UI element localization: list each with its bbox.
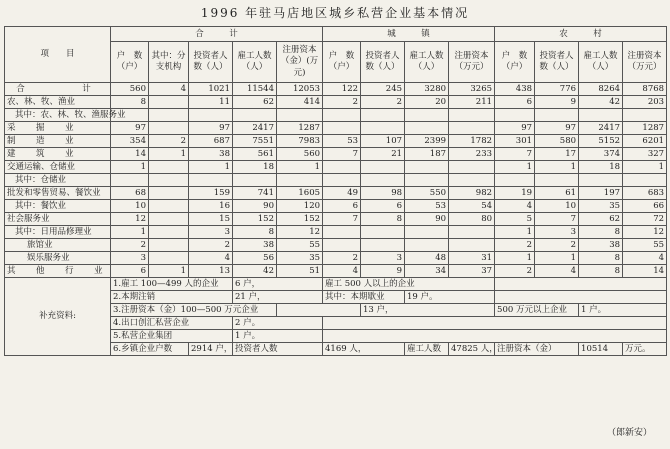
table-cell (233, 174, 277, 187)
table-cell: 10 (111, 200, 149, 213)
table-cell (323, 109, 361, 122)
table-cell: 982 (449, 187, 495, 200)
table-cell: 3 (361, 252, 405, 265)
table-cell: 3 (111, 252, 149, 265)
table-cell: 438 (495, 83, 535, 96)
table-cell: 55 (277, 239, 323, 252)
table-cell: 15 (189, 213, 233, 226)
table-cell (149, 122, 189, 135)
supplement-cell: 1.雇工 100—499 人的企业 (111, 278, 233, 291)
table-cell: 374 (579, 148, 623, 161)
col-header: 户 数（户） (111, 42, 149, 83)
table-cell: 1 (277, 161, 323, 174)
table-cell: 97 (495, 122, 535, 135)
table-cell: 19 (495, 187, 535, 200)
table-cell (361, 122, 405, 135)
table-cell: 12 (623, 226, 667, 239)
table-cell: 1 (111, 161, 149, 174)
table-cell (405, 239, 449, 252)
table-row (5, 187, 667, 200)
table-row (5, 213, 667, 226)
table-cell: 16 (189, 200, 233, 213)
table-cell: 4 (495, 200, 535, 213)
table-cell: 776 (535, 83, 579, 96)
table-cell: 301 (495, 135, 535, 148)
supplement-cell: 10514 (579, 343, 623, 356)
col-header: 注册资本（金）(万元) (277, 42, 323, 83)
table-cell: 2 (495, 239, 535, 252)
table-cell: 1 (623, 161, 667, 174)
table-cell: 203 (623, 96, 667, 109)
table-cell (149, 226, 189, 239)
col-header: 雇工人数（人） (579, 42, 623, 83)
table-cell: 12053 (277, 83, 323, 96)
table-cell: 245 (361, 83, 405, 96)
supplement-cell: 其中：本期歇业 (323, 291, 405, 304)
table-cell: 42 (233, 265, 277, 278)
table-cell: 9 (535, 96, 579, 109)
table-cell (323, 239, 361, 252)
table-cell: 12 (277, 226, 323, 239)
table-cell: 2417 (233, 122, 277, 135)
table-cell: 159 (189, 187, 233, 200)
table-row (5, 161, 667, 174)
table-cell: 68 (111, 187, 149, 200)
table-cell (361, 174, 405, 187)
table-cell: 90 (405, 213, 449, 226)
col-header: 户 数（户） (495, 42, 535, 83)
table-cell: 53 (323, 135, 361, 148)
table-cell (405, 161, 449, 174)
table-cell: 6 (323, 200, 361, 213)
table-cell: 62 (233, 96, 277, 109)
table-cell (149, 252, 189, 265)
table-cell: 152 (233, 213, 277, 226)
col-header: 注册资本（万元） (623, 42, 667, 83)
supplement-cell: 4.出口创汇私营企业 (111, 317, 233, 330)
table-cell: 687 (189, 135, 233, 148)
table-cell (449, 174, 495, 187)
table-cell (405, 109, 449, 122)
author-credit: （郎新安） (606, 428, 652, 438)
table-row (5, 200, 667, 213)
table-cell (111, 174, 149, 187)
table-cell: 211 (449, 96, 495, 109)
table-cell: 1 (535, 161, 579, 174)
table-cell: 120 (277, 200, 323, 213)
table-cell: 7 (323, 213, 361, 226)
table-cell: 1 (149, 148, 189, 161)
supplement-cell: 3.注册资本（金）100—500 万元企业 (111, 304, 277, 317)
table-cell: 6 (361, 200, 405, 213)
table-cell (323, 226, 361, 239)
supplement-cell: 47825 人， (449, 343, 495, 356)
supplement-row (5, 278, 667, 291)
col-header: 雇工人数（人） (405, 42, 449, 83)
table-cell (405, 226, 449, 239)
table-cell: 580 (535, 135, 579, 148)
supplement-cell: 21 户， (233, 291, 323, 304)
table-cell: 49 (323, 187, 361, 200)
table-cell: 1605 (277, 187, 323, 200)
table-cell: 2 (189, 239, 233, 252)
table-cell: 2417 (579, 122, 623, 135)
table-cell (323, 174, 361, 187)
supplement-cell: 注册资本（金） (495, 343, 579, 356)
table-cell (449, 122, 495, 135)
table-cell (449, 239, 495, 252)
table-cell (233, 109, 277, 122)
table-cell: 5152 (579, 135, 623, 148)
row-label: 批发和零售贸易、餐饮业 (5, 187, 111, 200)
table-cell: 34 (405, 265, 449, 278)
table-cell: 1 (495, 226, 535, 239)
table-cell (361, 239, 405, 252)
table-cell: 20 (405, 96, 449, 109)
table-cell: 61 (535, 187, 579, 200)
table-row (5, 265, 667, 278)
supplement-cell: 6 户， (233, 278, 323, 291)
table-cell: 3265 (449, 83, 495, 96)
supplement-cell: 2 户。 (233, 317, 323, 330)
row-label: 制 造 业 (5, 135, 111, 148)
table-cell (495, 174, 535, 187)
table-cell: 80 (449, 213, 495, 226)
table-cell: 13 (189, 265, 233, 278)
table-cell: 97 (189, 122, 233, 135)
table-cell (449, 109, 495, 122)
table-cell: 8 (579, 226, 623, 239)
table-cell: 11544 (233, 83, 277, 96)
row-label: 娱乐服务业 (5, 252, 111, 265)
table-cell: 8 (233, 226, 277, 239)
table-cell: 1 (149, 265, 189, 278)
supplement-cell: 2.本期注销 (111, 291, 233, 304)
table-cell: 8 (111, 96, 149, 109)
table-cell: 2 (361, 96, 405, 109)
table-cell: 2 (149, 135, 189, 148)
row-label: 社会服务业 (5, 213, 111, 226)
table-cell (149, 96, 189, 109)
table-cell: 560 (277, 148, 323, 161)
table-cell: 62 (579, 213, 623, 226)
table-cell (149, 174, 189, 187)
table-cell: 18 (579, 161, 623, 174)
row-label: 采 掘 业 (5, 122, 111, 135)
table-cell: 4 (323, 265, 361, 278)
table-cell: 18 (233, 161, 277, 174)
table-cell: 4 (623, 252, 667, 265)
supplement-label: 补充资料: (5, 278, 111, 356)
table-cell: 38 (189, 148, 233, 161)
table-cell: 7 (535, 213, 579, 226)
supplement-cell: 雇工人数 (405, 343, 449, 356)
supplement-cell: 万元。 (623, 343, 667, 356)
table-cell: 5 (495, 213, 535, 226)
table-cell: 560 (111, 83, 149, 96)
table-cell (277, 174, 323, 187)
table-row (5, 83, 667, 96)
table-cell: 97 (535, 122, 579, 135)
col-header: 注册资本（万元） (449, 42, 495, 83)
table-cell: 72 (623, 213, 667, 226)
table-cell (495, 109, 535, 122)
table-cell (323, 122, 361, 135)
row-label: 农、林、牧、渔业 (5, 96, 111, 109)
table-cell: 2 (323, 252, 361, 265)
table-cell: 1 (495, 252, 535, 265)
group-rural-header: 农 村 (495, 27, 667, 42)
table-cell: 122 (323, 83, 361, 96)
table-cell (449, 161, 495, 174)
table-cell: 38 (579, 239, 623, 252)
table-cell (149, 239, 189, 252)
supplement-cell: 2914 户， (189, 343, 233, 356)
group-town-header: 城 镇 (323, 27, 495, 42)
table-cell: 741 (233, 187, 277, 200)
table-cell: 35 (277, 252, 323, 265)
table-cell (361, 161, 405, 174)
table-cell: 42 (579, 96, 623, 109)
table-cell: 55 (623, 239, 667, 252)
table-row (5, 96, 667, 109)
table-cell: 2399 (405, 135, 449, 148)
table-cell: 1 (111, 226, 149, 239)
table-cell (405, 174, 449, 187)
row-label: 其中：餐饮业 (5, 200, 111, 213)
supplement-cell (323, 317, 667, 330)
table-cell: 107 (361, 135, 405, 148)
table-cell: 11 (189, 96, 233, 109)
table-cell: 54 (449, 200, 495, 213)
table-cell: 98 (361, 187, 405, 200)
table-cell (623, 174, 667, 187)
table-cell: 14 (111, 148, 149, 161)
supplement-cell (495, 278, 667, 291)
table-cell (189, 174, 233, 187)
col-header: 户 数（户） (323, 42, 361, 83)
table-cell: 2 (495, 265, 535, 278)
table-cell: 8 (579, 265, 623, 278)
table-cell: 51 (277, 265, 323, 278)
supplement-cell: 1 户。 (233, 330, 323, 343)
row-label: 合 计 (5, 83, 111, 96)
table-cell (149, 200, 189, 213)
row-label: 旅馆业 (5, 239, 111, 252)
table-cell: 10 (535, 200, 579, 213)
table-cell (149, 187, 189, 200)
table-cell (361, 109, 405, 122)
col-header: 投资者人数（人） (361, 42, 405, 83)
supplement-cell (277, 304, 361, 317)
table-cell: 2 (535, 239, 579, 252)
data-table (4, 26, 667, 356)
table-cell: 233 (449, 148, 495, 161)
table-cell: 187 (405, 148, 449, 161)
table-cell: 550 (405, 187, 449, 200)
table-row (5, 174, 667, 187)
supplement-cell: 13 户， (361, 304, 495, 317)
table-cell (149, 213, 189, 226)
table-cell: 1 (495, 161, 535, 174)
supplement-cell: 500 万元以上企业 (495, 304, 579, 317)
col-header: 雇工人数（人） (233, 42, 277, 83)
table-cell: 21 (361, 148, 405, 161)
table-cell: 3280 (405, 83, 449, 96)
table-cell: 9 (361, 265, 405, 278)
table-cell: 152 (277, 213, 323, 226)
row-label: 其 他 行 业 (5, 265, 111, 278)
table-cell: 7 (495, 148, 535, 161)
table-cell (449, 226, 495, 239)
table-cell (149, 109, 189, 122)
table-cell: 414 (277, 96, 323, 109)
col-header: 其中：分支机构 (149, 42, 189, 83)
table-cell: 3 (189, 226, 233, 239)
table-cell (405, 122, 449, 135)
table-cell (323, 161, 361, 174)
table-cell: 6201 (623, 135, 667, 148)
table-cell: 97 (111, 122, 149, 135)
item-header: 项 目 (5, 27, 111, 83)
table-cell (361, 226, 405, 239)
table-row (5, 226, 667, 239)
table-cell: 1 (535, 252, 579, 265)
row-label: 建 筑 业 (5, 148, 111, 161)
table-cell: 66 (623, 200, 667, 213)
col-header: 投资者人数（人） (535, 42, 579, 83)
table-cell: 1287 (277, 122, 323, 135)
table-cell: 1021 (189, 83, 233, 96)
supplement-cell: 1 户。 (579, 304, 667, 317)
table-cell: 31 (449, 252, 495, 265)
row-label: 其中：农、林、牧、渔服务业 (5, 109, 111, 122)
table-cell: 12 (111, 213, 149, 226)
table-cell (579, 109, 623, 122)
row-label: 其中：日用品修理业 (5, 226, 111, 239)
supplement-cell: 雇工 500 人以上的企业 (323, 278, 495, 291)
table-cell (579, 174, 623, 187)
table-cell (535, 174, 579, 187)
row-label: 交通运输、仓储业 (5, 161, 111, 174)
table-cell: 56 (233, 252, 277, 265)
table-cell: 1287 (623, 122, 667, 135)
table-cell: 7 (323, 148, 361, 161)
table-cell: 4 (535, 265, 579, 278)
table-cell: 37 (449, 265, 495, 278)
table-cell: 4 (189, 252, 233, 265)
table-cell: 35 (579, 200, 623, 213)
table-cell: 38 (233, 239, 277, 252)
table-cell: 14 (623, 265, 667, 278)
table-cell: 8264 (579, 83, 623, 96)
page-title: 1996 年驻马店地区城乡私营企业基本情况 (200, 6, 470, 20)
table-cell: 327 (623, 148, 667, 161)
table-cell: 7551 (233, 135, 277, 148)
table-cell: 17 (535, 148, 579, 161)
table-row (5, 109, 667, 122)
table-cell: 4 (149, 83, 189, 96)
table-row (5, 122, 667, 135)
table-cell: 7983 (277, 135, 323, 148)
supplement-cell (323, 330, 667, 343)
table-cell (149, 161, 189, 174)
table-cell: 8768 (623, 83, 667, 96)
table-cell: 1782 (449, 135, 495, 148)
table-cell: 2 (111, 239, 149, 252)
supplement-cell: 5.私营企业集团 (111, 330, 233, 343)
table-row (5, 252, 667, 265)
table-cell (535, 109, 579, 122)
table-cell: 6 (495, 96, 535, 109)
table-cell: 1 (189, 161, 233, 174)
table-cell: 561 (233, 148, 277, 161)
table-cell: 354 (111, 135, 149, 148)
supplement-cell: 6.乡镇企业户数 (111, 343, 189, 356)
table-row (5, 239, 667, 252)
table-row (5, 135, 667, 148)
table-cell: 8 (579, 252, 623, 265)
table-cell: 197 (579, 187, 623, 200)
table-cell: 53 (405, 200, 449, 213)
row-label: 其中：仓储业 (5, 174, 111, 187)
supplement-cell: 投资者人数 (233, 343, 323, 356)
table-cell: 2 (323, 96, 361, 109)
table-cell: 6 (111, 265, 149, 278)
table-cell (189, 109, 233, 122)
col-header: 投资者人数（人） (189, 42, 233, 83)
supplement-cell: 19 户。 (405, 291, 495, 304)
supplement-cell (495, 291, 667, 304)
group-total-header: 合 计 (111, 27, 323, 42)
table-cell (623, 109, 667, 122)
table-cell: 48 (405, 252, 449, 265)
table-cell: 683 (623, 187, 667, 200)
table-cell: 8 (361, 213, 405, 226)
table-row (5, 148, 667, 161)
supplement-cell: 4169 人， (323, 343, 405, 356)
table-cell: 3 (535, 226, 579, 239)
table-cell: 90 (233, 200, 277, 213)
table-cell (277, 109, 323, 122)
